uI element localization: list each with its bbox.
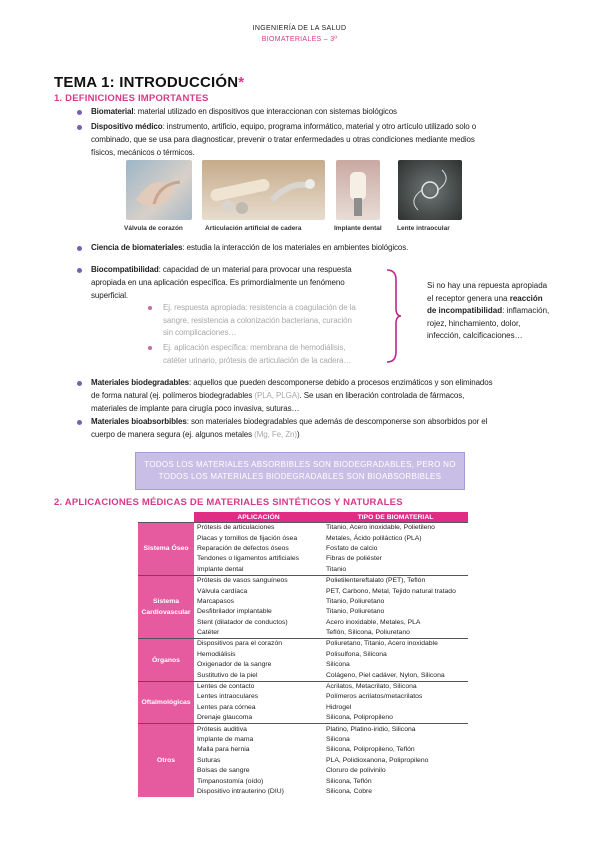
table-group-label: Sistema Cardiovascular	[138, 575, 194, 638]
sub-bullet-icon	[148, 306, 152, 310]
material-cell: Silicona, Cobre	[326, 787, 373, 795]
material-cell: Fibras de poliéster	[326, 555, 382, 563]
bullet-icon	[77, 110, 82, 115]
application-cell: Oxigenador de la sangre	[197, 661, 272, 669]
application-cell: Suturas	[197, 756, 221, 764]
material-cell: Teflón, Silicona, Poliuretano	[326, 629, 410, 637]
section-1-heading: 1. DEFINICIONES IMPORTANTES	[54, 93, 209, 104]
application-cell: Lentes de contacto	[194, 681, 323, 692]
header-subject: INGENIERÍA DE LA SALUD	[252, 25, 347, 32]
highlight-banner: TODOS LOS MATERIALES ABSORBIBLES SON BIODEGRADABLES, PERO NO TODOS LOS MATERIALES BIODEGRADABLES SON BIOABSORBIBLES	[135, 452, 465, 490]
table-header-corner	[138, 512, 194, 523]
application-cell: Lentes para córnea	[197, 703, 256, 711]
page-title	[54, 74, 244, 91]
application-cell: Prótesis de vasos sanguíneos	[194, 575, 323, 586]
title-text: TEMA 1: INTRODUCCIÓN	[54, 74, 239, 91]
application-cell: Catéter	[197, 629, 220, 637]
application-cell: Bolsas de sangre	[197, 767, 250, 775]
material-cell: Silicona, Polipropileno	[326, 714, 393, 722]
incompatibility-note: Si no hay una repuesta apropiada el receptor genera una reacción de incompatibilidad: inflamación, rojez, hinchamiento, dolor, infección, calcificaciones…	[427, 281, 550, 340]
caption-dental-implant: Implante dental	[334, 225, 382, 232]
applications-table	[138, 512, 468, 797]
application-cell: Malla para hernia	[197, 746, 250, 754]
material-cell: Hidrogel	[326, 703, 352, 711]
page-header	[0, 23, 599, 45]
table-row	[138, 523, 468, 534]
application-cell: Marcapasos	[197, 597, 235, 605]
dental-implant-image	[336, 160, 380, 220]
material-cell: Polietilentereftalato (PET), Teflón	[323, 575, 468, 586]
table-row	[138, 681, 468, 692]
application-cell: Lentes intraoculares	[197, 693, 259, 701]
application-cell: Placas y tornillos de fijación ósea	[197, 534, 298, 542]
material-cell: Polisulfona, Silicona	[326, 650, 387, 658]
application-cell: Prótesis de articulaciones	[194, 523, 323, 534]
title-mark: *	[238, 74, 245, 91]
table-group-label: Órganos	[138, 639, 194, 682]
material-cell: Acero inoxidable, Metales, PLA	[326, 618, 421, 626]
material-cell: Titanio, Acero inoxidable, Polietileno	[323, 523, 468, 534]
def-biomaterial: Biomaterial: material utilizado en dispositivos que interaccionan con sistemas biológicos	[91, 107, 397, 116]
material-cell: Silicona, Polipropileno, Teflón	[326, 746, 415, 754]
application-cell: Implante de mama	[197, 736, 254, 743]
heart-valve-image	[126, 160, 192, 220]
intraocular-lens-photo	[398, 160, 462, 220]
application-cell: Drenaje glaucoma	[197, 714, 253, 722]
application-cell: Reparación de defectos óseos	[197, 544, 289, 552]
application-cell: Desfibrilador implantable	[197, 608, 272, 616]
def-dispositivo-line3: físicos, mecánicos o térmicos.	[91, 148, 195, 157]
table-header-application: APLICACIÓN	[194, 512, 323, 523]
table-row	[138, 639, 468, 650]
bullet-icon	[77, 268, 82, 273]
def-biodegradables: Materiales biodegradables: aquellos que pueden descomponerse debido a procesos enzimáticos y son eliminados	[91, 378, 493, 387]
application-cell: Timpanostomía (oído)	[197, 777, 264, 785]
material-cell: Acrilatos, Metacrilato, Silicona	[323, 681, 468, 692]
material-cell: Titanio, Poliuretano	[326, 608, 385, 616]
application-cell: Tendones o ligamentos artificiales	[197, 555, 300, 563]
table-body	[138, 523, 468, 798]
sub-example-2: Ej. aplicación específica: membrana de hemodiálisis, catéter urinario, prótesis de articulación de la cadera…	[163, 343, 352, 365]
def-biodegradables-line2: de forma natural (ej. polímeros biodegradables (PLA, PLGA). Se usan en liberación controlada de fármacos,	[91, 391, 465, 400]
application-cell: Válvula cardíaca	[197, 587, 248, 595]
def-biocompatibilidad: Biocompatibilidad: capacidad de un material para provocar una respuesta	[91, 265, 352, 274]
header-course: BIOMATERIALES – 3º	[261, 36, 338, 43]
def-bioabsorbibles-line2: cuerpo de manera segura (ej. algunos metales (Mg, Fe, Zn))	[91, 430, 300, 439]
def-dispositivo: Dispositivo médico: instrumento, artificio, equipo, programa informático, material y otro artículo utilizado solo o	[91, 122, 477, 131]
caption-hip-joint: Articulación artificial de cadera	[205, 225, 302, 232]
table-header-row	[138, 512, 468, 523]
material-cell: Poliuretano, Titanio, Acero inoxidable	[323, 639, 468, 650]
def-biocompatibilidad-line3: superficial.	[91, 291, 129, 300]
material-cell: PET, Carbono, Metal, Tejido natural tratado	[326, 587, 456, 595]
table-group-label: Oftalmológicas	[138, 681, 194, 724]
bullet-icon	[77, 125, 82, 130]
def-dispositivo-line2: combinado, que se usa para diagnosticar, prevenir o tratar enfermedades u otras condiciones mediante medios	[91, 135, 475, 144]
application-cell: Prótesis auditiva	[194, 724, 323, 735]
lens-image	[398, 160, 462, 220]
bullet-icon	[77, 246, 82, 251]
material-cell: Colágeno, Piel cadáver, Nylon, Silicona	[326, 671, 445, 679]
application-cell: Implante dental	[197, 565, 244, 573]
sub-example-1: Ej. respuesta apropiada: resistencia a coagulación de la sangre, resistencia a colonización bacteriana, curación sin complicaciones…	[163, 303, 356, 337]
table-group-label: Otros	[138, 724, 194, 797]
material-cell: Silicona, Teflón	[326, 777, 372, 785]
material-cell: Metales, Ácido poliláctico (PLA)	[326, 534, 422, 542]
table-row	[138, 724, 468, 735]
material-cell: Titanio, Poliuretano	[326, 597, 385, 605]
heart-valve-photo	[126, 160, 192, 220]
caption-heart-valve: Válvula de corazón	[124, 225, 183, 232]
material-cell: Silicona	[326, 736, 350, 743]
table-header-material: TIPO DE BIOMATERIAL	[323, 512, 468, 523]
bullet-icon	[77, 381, 82, 386]
material-cell: PLA, Polidioxanona, Polipropileno	[326, 756, 429, 764]
material-cell: Platino, Platino-iridio, Silicona	[323, 724, 468, 735]
def-biodegradables-line3: materiales de implante para cirugía poco invasiva, suturas…	[91, 404, 300, 413]
application-cell: Dispositivo intrauterino (DIU)	[197, 787, 284, 795]
def-biocompatibilidad-line2: apropiada en una aplicación específica. Es primordialmente un fenómeno	[91, 278, 345, 287]
material-cell: Cloruro de polivinilo	[326, 767, 386, 775]
material-cell: Titanio	[326, 565, 347, 573]
hip-joint-image	[202, 160, 325, 220]
hip-joint-photo	[202, 160, 325, 220]
table-row	[138, 575, 468, 586]
def-bioabsorbibles: Materiales bioabsorbibles: son materiales biodegradables que además de descomponerse son absorbidos por el	[91, 417, 488, 426]
sub-bullet-icon	[148, 346, 152, 350]
caption-lens: Lente intraocular	[397, 225, 450, 232]
material-cell: Fosfato de calcio	[326, 544, 378, 552]
def-ciencia: Ciencia de biomateriales: estudia la interacción de los materiales en ambientes biológicos.	[91, 243, 409, 252]
application-cell: Stent (dilatador de conductos)	[197, 618, 288, 626]
brace-icon	[386, 268, 402, 364]
application-cell: Dispositivos para el corazón	[194, 639, 323, 650]
application-cell: Sustitutivo de la piel	[197, 671, 258, 679]
dental-implant-photo	[336, 160, 380, 220]
application-cell: Hemodiálisis	[197, 650, 236, 658]
section-2-heading: 2. APLICACIONES MÉDICAS DE MATERIALES SINTÉTICOS Y NATURALES	[54, 497, 403, 508]
bullet-icon	[77, 420, 82, 425]
material-cell: Polímeros acrilatos/metacrilatos	[326, 693, 423, 701]
material-cell: Silicona	[326, 661, 350, 669]
table-group-label: Sistema Óseo	[138, 523, 194, 576]
